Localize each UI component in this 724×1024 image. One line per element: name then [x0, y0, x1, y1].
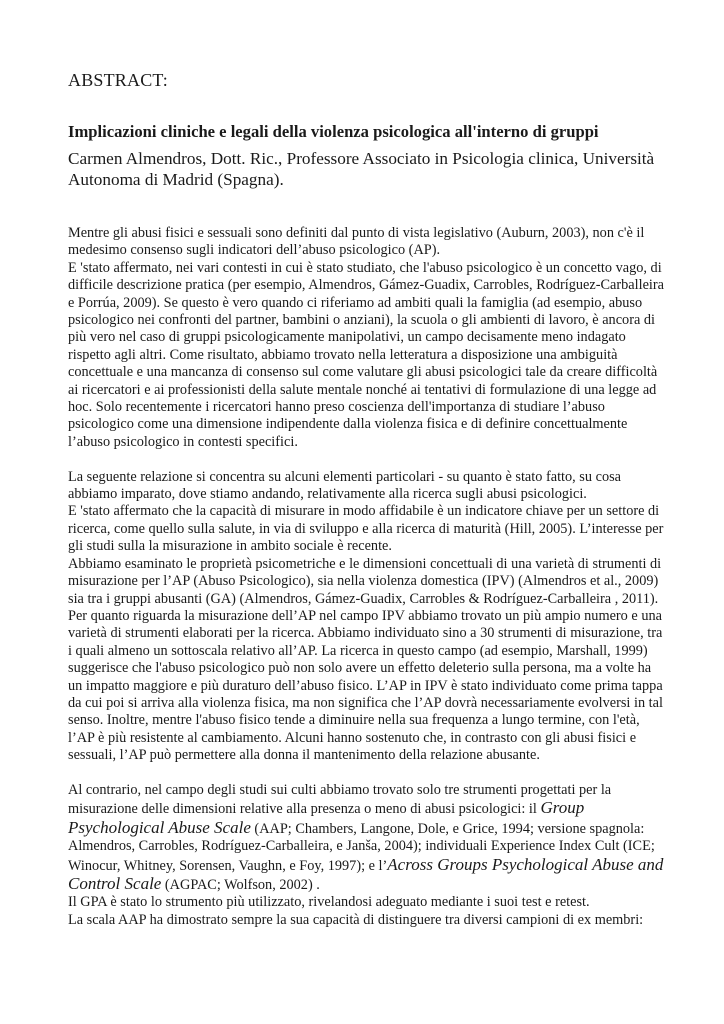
scale-name-gpas: Group Psychological Abuse Scale [68, 798, 585, 837]
paragraph: E 'stato affermato che la capacità di misurare in modo affidabile è un indicatore chiave per un settore di ricerca, come quello sulla salute, in via di sviluppo e alla ricerca di maturità (Hill, 2005). L’interesse per gli studi sulla la misurazione in ambito sociale è recente. [68, 503, 664, 555]
paragraph [68, 782, 668, 894]
text-run: Al contrario, nel campo degli studi sui culti abbiamo trovato solo tre strumenti progettati per la misurazione delle dimensioni relative alla presenza o meno di abusi psicologici: il [68, 781, 612, 818]
text-run: (AAP; Chambers, Langone, Dole, e Grice, 1994; versione spagnola: Almendros, Carrobles, Rodríguez-Carballeira, e Janša, 2004); individuali Experience Index Cult (ICE; Winocur, Whitney, Sorensen, Vaughn, e Foy, 1997); e l’ [68, 820, 655, 874]
paragraph: Il GPA è stato lo strumento più utilizzato, rivelandosi adeguato mediante i suoi test e retest. [68, 894, 590, 911]
paper-title: Implicazioni cliniche e legali della violenza psicologica all'interno di gruppi [68, 122, 599, 141]
paragraph: La scala AAP ha dimostrato sempre la sua capacità di distinguere tra diversi campioni di ex membri: [68, 911, 644, 928]
abstract-label: ABSTRACT: [68, 70, 168, 90]
abstract-body [68, 225, 668, 929]
scale-name-agpacs: Across Groups Psychological Abuse and Control Scale [68, 854, 664, 893]
paragraph: E 'stato affermato, nei vari contesti in cui è stato studiato, che l'abuso psicologico è un concetto vago, di difficile descrizione pratica (per esempio, Almendros, Gámez-Guadix, Carrobles, Rodríguez-Carballeira e Porrúa, 2009). Se questo è vero quando ci riferiamo ad ambiti quali la famiglia (ad esempio, abuso psicologico nei confronti del partner, bambini o anziani), la scuola o gli ambienti di lavoro, è ancora di più vero nel caso di gruppi psicologicamente manipolativi, un campo decisamente meno indagato rispetto agli altri. Come risultato, abbiamo trovato nella letteratura a disposizione una ambiguità concettuale e una mancanza di consenso sul come valutare gli abusi psicologici tale da creare difficoltà ai ricercatori e ai professionisti della salute mentale nonché ai tentativi di formulazione di una legge ad hoc. Solo recentemente i ricercatori hanno preso coscienza dell'importanza di studiare l’abuso psicologico come una dimensione indipendente dalla violenza fisica e di definire concettualmente l’abuso psicologico in contesti specifici. [68, 259, 665, 450]
paragraph: La seguente relazione si concentra su alcuni elementi particolari - su quanto è stato fatto, su cosa abbiamo imparato, dove stiamo andando, relativamente alla ricerca sugli abusi psicologici. [68, 468, 621, 503]
paragraph: Abbiamo esaminato le proprietà psicometriche e le dimensioni concettuali di una varietà di strumenti di misurazione per l’AP (Abuso Psicologico), sia nella violenza domestica (IPV) (Almendros et al., 2009) sia tra i gruppi abusanti (GA) (Almendros, Gámez-Guadix, Carrobles & Rodríguez-Carballeira , 2011). [68, 555, 662, 607]
text-run: (AGPAC; Wolfson, 2002) . [161, 877, 320, 893]
paragraph: Mentre gli abusi fisici e sessuali sono definiti dal punto di vista legislativo (Auburn, 2003), non c'è il medesimo consenso sugli indicatori dell’abuso psicologico (AP). [68, 225, 645, 259]
paragraph: Per quanto riguarda la misurazione dell’AP nel campo IPV abbiamo trovato un più ampio numero e una varietà di strumenti elaborati per la ricerca. Abbiamo individuato sino a 30 strumenti di misurazione, tra i quali almeno un sottoscala relativo all’AP. La ricerca in questo campo (ad esempio, Marshall, 1999) suggerisce che l'abuso psicologico può non solo avere un effetto deleterio sulla persona, ma a volte ha un impatto maggiore e più duraturo dell’abuso fisico. L’AP in IPV è stato individuato come prima tappa da cui poi si arriva alla violenza fisica, ma non significa che l’AP dovrà necessariamente evolversi in tal senso. Inoltre, mentre l'abuso fisico tende a diminuire nella sua frequenza a lungo termine, con l'età, l’AP è più resistente al cambiamento. Alcuni hanno sostenuto che, in contrasto con gli abusi fisici e sessuali, l’AP può permettere alla donna il mantenimento della relazione abusante. [68, 607, 663, 764]
author-affiliation: Carmen Almendros, Dott. Ric., Professore Associato in Psicologia clinica, Università Autonoma di Madrid (Spagna). [68, 149, 655, 189]
